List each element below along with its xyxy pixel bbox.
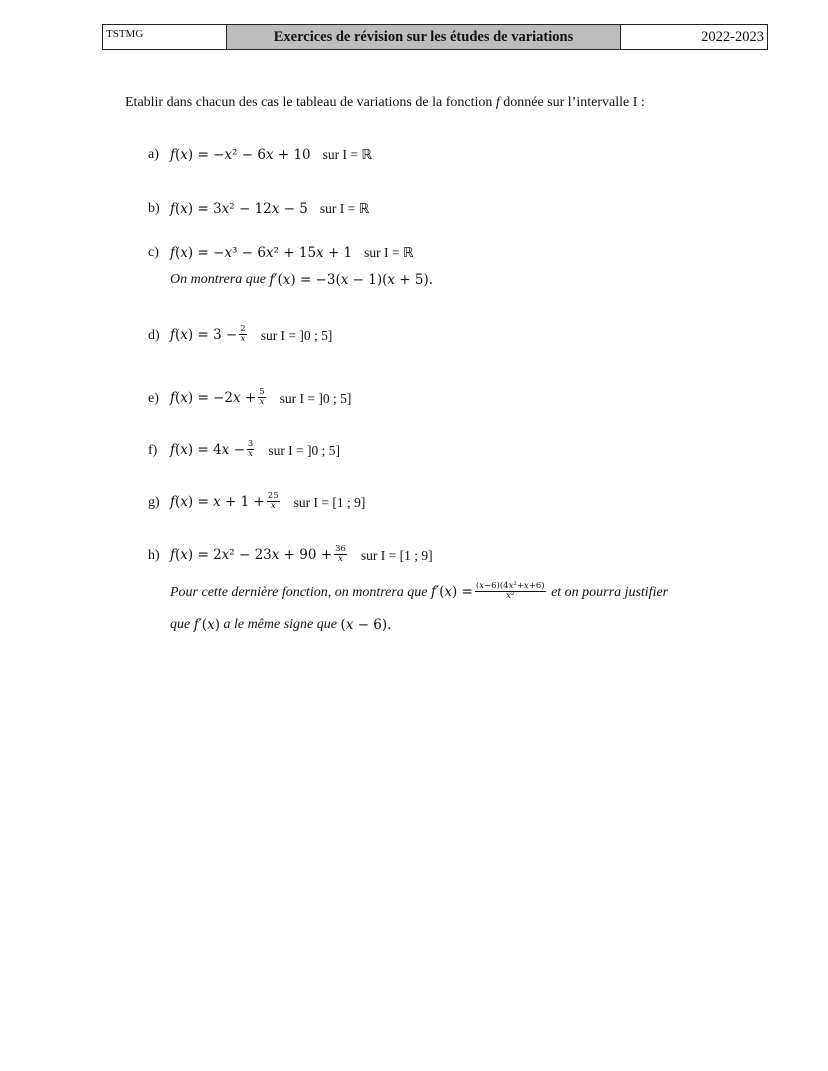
exercise-a: a) f(x) = −x² − 6x + 10 sur I = ℝ: [148, 147, 373, 163]
formula-g: f(x) = x + 1 + $\frac{25}{x}$: [170, 491, 279, 511]
instructions: Etablir dans chacun des cas le tableau de variations de la fonction f donnée sur l’intervalle I :: [125, 95, 645, 110]
formula-a: f(x) = −x² − 6x + 10: [170, 147, 311, 163]
formula-h: f(x) = 2x² − 23x + 90 + $\frac{36}{x}$: [170, 544, 346, 564]
hint-c: On montrera que f′(x) = −3(x − 1)(x + 5).: [170, 272, 434, 288]
formula-d: f(x) = 3 − $\frac{2}{x}$: [170, 324, 246, 344]
hint-h-line1: Pour cette dernière fonction, on montrera que f′(x) = $\frac{\text{(x−6)(4x²+x+6)}}{\text{x²}}$ et on pourra justifier: [170, 581, 669, 601]
formula-b: f(x) = 3x² − 12x − 5: [170, 201, 308, 217]
exercise-e: e) f(x) = −2x + $\frac{5}{x}$ sur I = ]0 ; 5]: [148, 387, 352, 407]
formula-e: f(x) = −2x + $\frac{5}{x}$: [170, 387, 265, 407]
exercise-h: h) f(x) = 2x² − 23x + 90 + $\frac{36}{x}$ sur I = [1 ; 9]: [148, 544, 433, 564]
exercise-b: b) f(x) = 3x² − 12x − 5 sur I = ℝ: [148, 201, 370, 217]
exercise-c: c) f(x) = −x³ − 6x² + 15x + 1 sur I = ℝ: [148, 245, 414, 261]
exercise-f: f) f(x) = 4x − $\frac{3}{x}$ sur I = ]0 ; 5]: [148, 439, 341, 459]
exercise-d: d) f(x) = 3 − $\frac{2}{x}$ sur I = ]0 ; 5]: [148, 324, 333, 344]
formula-f: f(x) = 4x − $\frac{3}{x}$: [170, 439, 254, 459]
class-label: TSTMG: [103, 25, 227, 49]
document-title: Exercices de révision sur les études de variations: [227, 25, 621, 49]
exercise-g: g) f(x) = x + 1 + $\frac{25}{x}$ sur I = [1 ; 9]: [148, 491, 366, 511]
header-table: [102, 24, 768, 50]
school-year: 2022-2023: [701, 28, 764, 45]
hint-h-line2: que f′(x) a le même signe que (x − 6).: [170, 617, 392, 633]
formula-c: f(x) = −x³ − 6x² + 15x + 1: [170, 245, 353, 261]
